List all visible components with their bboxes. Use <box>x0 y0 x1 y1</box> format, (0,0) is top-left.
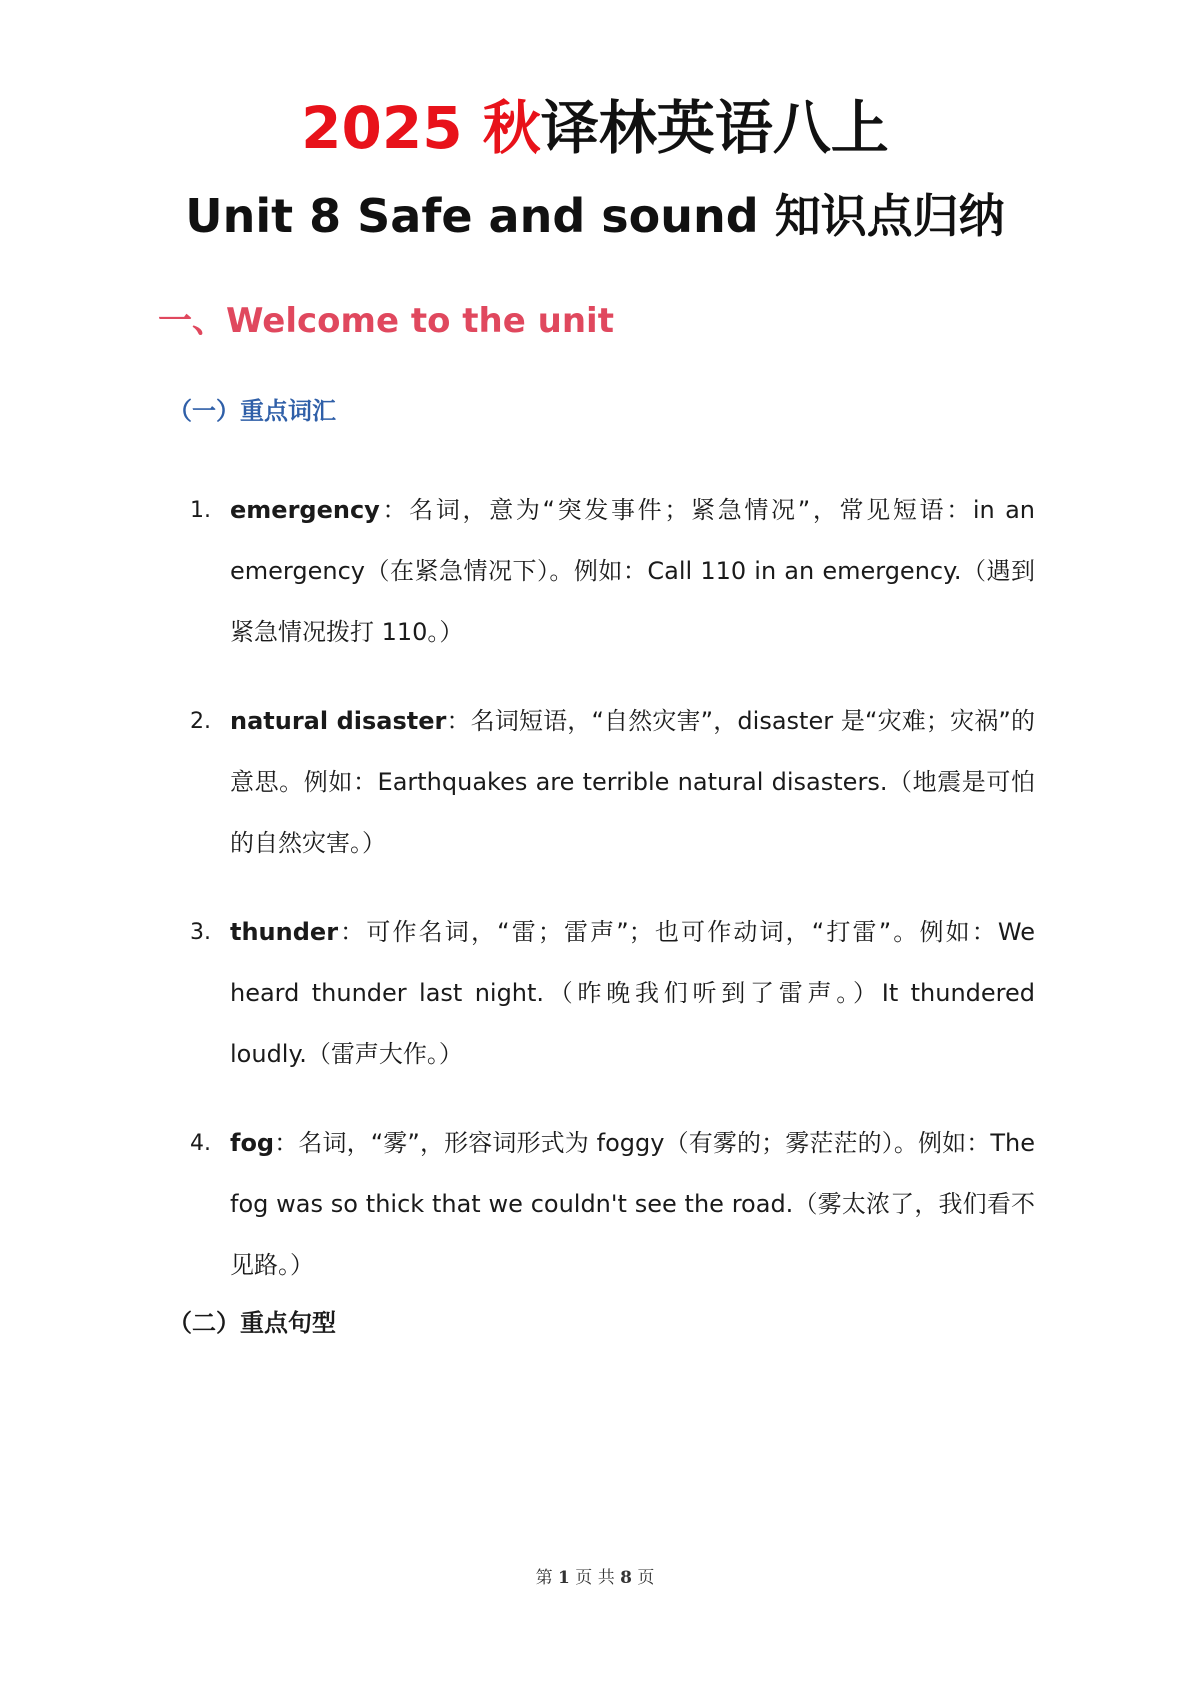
footer-middle: 页 共 <box>575 1568 615 1588</box>
vocabulary-list <box>190 480 1035 1324</box>
document-subtitle: Unit 8 Safe and sound 知识点归纳 <box>185 189 1005 243</box>
title-course: 译林英语八上 <box>540 94 889 162</box>
item-number: 2. <box>190 709 211 734</box>
item-text: ：名词，意为“突发事件；紧急情况”，常见短语：in an emergency（在紧急情况下）。例如：Call 110 in an emergency.（遇到紧急情况拨打 110。） <box>230 496 1035 646</box>
item-number: 3. <box>190 920 211 945</box>
section-heading-welcome: 一、Welcome to the unit <box>158 301 614 341</box>
title-year-season: 2025 秋 <box>301 94 541 162</box>
item-term: thunder <box>230 918 339 946</box>
item-number: 4. <box>190 1131 211 1156</box>
item-text: ：名词，“雾”，形容词形式为 foggy（有雾的；雾茫茫的）。例如：The fog was so thick that we couldn't see the road.（雾太浓了，我们看不见路。） <box>230 1129 1035 1279</box>
footer-prefix: 第 <box>535 1568 553 1588</box>
document-title <box>0 92 1190 164</box>
item-term: emergency <box>230 496 380 524</box>
current-page-number: 1 <box>558 1568 570 1588</box>
subheading-key-vocabulary: （一）重点词汇 <box>168 397 336 425</box>
item-term: natural disaster <box>230 707 447 735</box>
page-footer <box>0 1563 1190 1588</box>
item-number: 1. <box>190 498 211 523</box>
list-item <box>190 691 1035 874</box>
list-item <box>190 902 1035 1085</box>
item-text: ：可作名词，“雷；雷声”；也可作动词，“打雷”。例如：We heard thunder last night.（昨晚我们听到了雷声。）It thundered loudly.（雷声大作。） <box>230 918 1035 1068</box>
list-item <box>190 1113 1035 1296</box>
list-item <box>190 480 1035 663</box>
total-page-count: 8 <box>620 1568 632 1588</box>
footer-suffix: 页 <box>637 1568 655 1588</box>
subheading-key-sentences: （二）重点句型 <box>168 1309 336 1337</box>
item-term: fog <box>230 1129 275 1157</box>
item-text: ：名词短语，“自然灾害”，disaster 是“灾难；灾祸”的意思。例如：Earthquakes are terrible natural disasters.（地震是可怕的自然灾害。） <box>230 707 1035 857</box>
